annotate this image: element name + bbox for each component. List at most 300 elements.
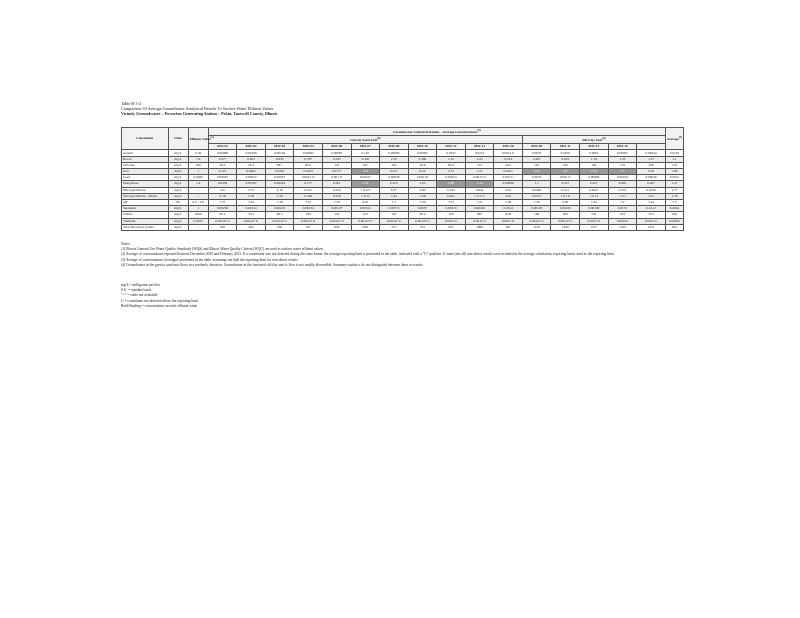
- value-cell: 0.0421: [494, 169, 523, 175]
- effluent-cell: --: [188, 193, 208, 199]
- value-cell: 24.9: [494, 193, 523, 199]
- value-cell: 0.0459: [208, 181, 237, 187]
- value-cell: 25.6: [494, 187, 523, 193]
- value-cell: 0.00227: [351, 175, 380, 181]
- units-cell: mg/L: [168, 187, 188, 193]
- value-cell: 0.0427: [580, 187, 609, 193]
- units-cell: mg/L: [168, 206, 188, 212]
- value-cell: 1317: [580, 224, 609, 230]
- value-cell: 0.00321: [351, 206, 380, 212]
- effluent-cell: 500: [188, 162, 208, 168]
- value-cell: 109: [437, 212, 466, 218]
- header-well: MW-14: [465, 144, 494, 150]
- value-cell: 0.0025: [522, 175, 551, 181]
- value-cell: 1.32: [437, 156, 466, 162]
- value-cell: 0.00164: [265, 150, 294, 156]
- value-cell: < 0.1: [608, 193, 637, 199]
- value-cell: 0.653: [237, 156, 266, 162]
- value-cell: 6.97: [351, 199, 380, 205]
- header-well: MW-04: [294, 144, 323, 150]
- document-title-block: [121, 101, 277, 117]
- value-cell: 7.21: [465, 199, 494, 205]
- value-cell: 1890: [465, 224, 494, 230]
- note-line: (2) Average of concentrations reported between December 2010 and February 2013. If a constituent was not detected during this time frame, the average reporting limit is presented in the table, indicated with a "U" qualifier. If some (not all) non-detect results were included in the average calculation, reporting limits used as the reporting limit.: [121, 252, 615, 257]
- value-cell: 7.3: [608, 169, 637, 175]
- value-cell: 0.00256: [208, 206, 237, 212]
- value-cell: 232: [551, 162, 580, 168]
- header-well: MW-13: [580, 144, 609, 150]
- value-cell: 540: [208, 224, 237, 230]
- units-cell: mg/L: [168, 162, 188, 168]
- value-cell: 3.22: [465, 156, 494, 162]
- value-cell: 0.167: [351, 150, 380, 156]
- results-table: [121, 127, 684, 231]
- value-cell: 0.0573: [522, 193, 551, 199]
- header-constituent: Constituent: [122, 128, 169, 150]
- note-line: (1) Illinois General Use Water Quality Standards (WQS) and Illinois Water Quality Criteria (WQC) are used as surface water effluent values.: [121, 247, 324, 252]
- value-cell: 0.00104: [608, 175, 637, 181]
- header-units: Units: [168, 128, 188, 150]
- units-cell: mg/L: [168, 156, 188, 162]
- value-cell: 0.201: [437, 193, 466, 199]
- value-cell: 0.560: [408, 156, 437, 162]
- value-cell: < 0.1 U: [551, 193, 580, 199]
- value-cell: < 0.127: [351, 187, 380, 193]
- value-cell: 2.19: [265, 187, 294, 193]
- constituent-cell: Selenium: [122, 206, 169, 212]
- legend-line: Bold/Shading = concentration exceeds effluent value: [121, 303, 198, 308]
- units-cell: mg/L: [168, 218, 188, 224]
- average-cell: 0.0012: [665, 175, 683, 181]
- value-cell: 167: [351, 162, 380, 168]
- average-cell: 7.2: [665, 199, 683, 205]
- value-cell: 208: [637, 162, 666, 168]
- effluent-cell: --: [188, 224, 208, 230]
- value-cell: 0.245: [322, 156, 351, 162]
- value-cell: 0.527: [380, 169, 409, 175]
- value-cell: 0.00116: [408, 175, 437, 181]
- value-cell: 0.00049: [380, 175, 409, 181]
- value-cell: 0.0013 U: [465, 175, 494, 181]
- header-well: MW-08: [380, 144, 409, 150]
- legend-block: [121, 283, 198, 309]
- value-cell: 0.58: [637, 169, 666, 175]
- value-cell: 0.00491: [465, 206, 494, 212]
- value-cell: 527: [380, 224, 409, 230]
- value-cell: 791: [294, 224, 323, 230]
- value-cell: 166: [522, 212, 551, 218]
- value-cell: 0.001 U: [494, 175, 523, 181]
- header-well: MW-06: [322, 144, 351, 150]
- value-cell: 0.89: [437, 181, 466, 187]
- value-cell: 0.0262: [237, 169, 266, 175]
- value-cell: < 0.12: [351, 193, 380, 199]
- value-cell: 0.00210: [437, 206, 466, 212]
- value-cell: 1.58: [265, 193, 294, 199]
- legend-line: S.U. = standard units: [121, 288, 152, 293]
- value-cell: 0.457: [580, 181, 609, 187]
- value-cell: 7.21: [437, 199, 466, 205]
- value-cell: 0.00109: [551, 206, 580, 212]
- value-cell: 7.33: [322, 199, 351, 205]
- value-cell: 0.237: [551, 181, 580, 187]
- value-cell: 0.00066: [580, 175, 609, 181]
- value-cell: 0.0035: [522, 150, 551, 156]
- constituent-cell: Chloride: [122, 162, 169, 168]
- constituent-cell: Sulfate: [122, 212, 169, 218]
- value-cell: 0.223: [380, 181, 409, 187]
- average-cell: 0.0165: [665, 150, 683, 156]
- value-cell: 0.00025: [208, 175, 237, 181]
- value-cell: 0.0015 U: [465, 218, 494, 224]
- value-cell: 3.0: [551, 169, 580, 175]
- value-cell: 85.4: [437, 162, 466, 168]
- value-cell: 0.0015 U: [580, 218, 609, 224]
- value-cell: 82.2: [208, 212, 237, 218]
- value-cell: 7.2: [608, 199, 637, 205]
- header-group: Groundwater Analytical Results - Average Concentrations$^{(2)}$: [208, 128, 665, 136]
- value-cell: 1.58: [408, 193, 437, 199]
- value-cell: 0.0112: [637, 206, 666, 212]
- value-cell: < 0.1: [637, 193, 666, 199]
- value-cell: 7.26: [522, 199, 551, 205]
- value-cell: 202: [380, 162, 409, 168]
- table-row: [122, 224, 684, 230]
- value-cell: 0.00027: [265, 175, 294, 181]
- value-cell: 0.00147 U: [208, 218, 237, 224]
- value-cell: 0.00147 U: [294, 218, 323, 224]
- value-cell: 1.21: [465, 169, 494, 175]
- value-cell: 0.137: [294, 181, 323, 187]
- value-cell: 2.34: [580, 169, 609, 175]
- value-cell: 0.0293: [294, 169, 323, 175]
- value-cell: 7.44: [580, 199, 609, 205]
- value-cell: 154: [322, 212, 351, 218]
- note-line: (4) Groundwater in the gravity sand unit flows in a northerly direction. Groundwater in the fractured silt/clay unit is flow is not readily discernible. Summary statistics do not distinguish between these two units.: [121, 262, 424, 267]
- value-cell: 0.521: [294, 187, 323, 193]
- value-cell: 232: [580, 212, 609, 218]
- value-cell: 0.00454: [437, 175, 466, 181]
- value-cell: 0.797: [294, 156, 323, 162]
- constituent-cell: Lead: [122, 175, 169, 181]
- value-cell: 0.184: [494, 156, 523, 162]
- value-cell: 0.00222: [608, 218, 637, 224]
- value-cell: 553: [408, 224, 437, 230]
- value-cell: 0.00096: [380, 150, 409, 156]
- value-cell: 7.21: [294, 199, 323, 205]
- average-cell: 1.86: [665, 169, 683, 175]
- value-cell: 0.0172: [608, 206, 637, 212]
- constituent-cell: pH: [122, 199, 169, 205]
- value-cell: 55.4: [237, 162, 266, 168]
- value-cell: 0.467: [637, 181, 666, 187]
- effluent-cell: 1: [188, 206, 208, 212]
- value-cell: 43.6: [408, 162, 437, 168]
- value-cell: 0.019: [551, 156, 580, 162]
- value-cell: 7.44: [237, 199, 266, 205]
- value-cell: 2.73: [237, 187, 266, 193]
- constituent-cell: Nitrogen/Nitrate: [122, 187, 169, 193]
- constituent-cell: Nitrogen/Nitrate - Nitrite: [122, 193, 169, 199]
- header-well: MW-03: [265, 144, 294, 150]
- constituent-cell: Manganese: [122, 181, 169, 187]
- value-cell: 0.558: [322, 193, 351, 199]
- value-cell: < 0.1 U: [465, 193, 494, 199]
- average-cell: 264: [665, 212, 683, 218]
- value-cell: 0.00147 U: [322, 218, 351, 224]
- units-cell: mg/L: [168, 193, 188, 199]
- units-cell: mg/L: [168, 212, 188, 218]
- value-cell: 255: [637, 212, 666, 218]
- header-well: MW-11: [551, 144, 580, 150]
- table-title: Comparison Of Average Groundwater Analytical Results To Surface Water Effluent Values: [121, 106, 274, 112]
- value-cell: 0.00109: [237, 150, 266, 156]
- average-cell: 1.78: [665, 193, 683, 199]
- value-cell: 0.00147 U: [522, 218, 551, 224]
- header-well: MW-02: [237, 144, 266, 150]
- value-cell: 1.1: [522, 181, 551, 187]
- average-cell: 0.0044: [665, 206, 683, 212]
- value-cell: 1.53: [608, 156, 637, 162]
- value-cell: 361: [494, 224, 523, 230]
- value-cell: 0.550: [322, 187, 351, 193]
- value-cell: 2.78: [208, 193, 237, 199]
- value-cell: 164: [294, 212, 323, 218]
- value-cell: 176: [608, 162, 637, 168]
- notes-heading: Notes:: [121, 242, 131, 246]
- value-cell: 0.00062: [294, 150, 323, 156]
- value-cell: 0.00154: [237, 206, 266, 212]
- average-cell: 1.1: [665, 156, 683, 162]
- constituent-cell: Boron: [122, 156, 169, 162]
- value-cell: 0.0015 U: [437, 218, 466, 224]
- value-cell: 0.00086: [208, 150, 237, 156]
- value-cell: 0.00103: [522, 206, 551, 212]
- effluent-cell: 7.6: [188, 156, 208, 162]
- value-cell: 1.27: [637, 156, 666, 162]
- value-cell: 2.82: [408, 187, 437, 193]
- value-cell: 0.00713: [380, 206, 409, 212]
- units-cell: mg/L: [168, 181, 188, 187]
- average-cell: 1.77: [665, 187, 683, 193]
- header-silt-clay: Silt/Clay Unit$^{(4)}$: [522, 136, 665, 144]
- value-cell: 0.0291: [265, 169, 294, 175]
- units-cell: mg/L: [168, 150, 188, 156]
- value-cell: 0.0061: [580, 150, 609, 156]
- value-cell: 0.0013 U: [294, 175, 323, 181]
- value-cell: 68.7: [265, 162, 294, 168]
- value-cell: 0.121: [551, 187, 580, 193]
- value-cell: 7.24: [380, 193, 409, 199]
- value-cell: 254: [608, 212, 637, 218]
- value-cell: 0.0014: [494, 206, 523, 212]
- value-cell: 2.78: [237, 193, 266, 199]
- header-average: Average$^{(3)}$: [665, 128, 683, 150]
- header-well: MW-01: [208, 144, 237, 150]
- table-subtitle: Vicinity Groundwater – Powerton Generating Station – Pekin, Tazewell County, Illinois: [121, 111, 278, 117]
- value-cell: 1050: [608, 224, 637, 230]
- value-cell: 0.00147 U: [551, 218, 580, 224]
- value-cell: 0.456: [351, 156, 380, 162]
- effluent-cell: 0.0037: [188, 218, 208, 224]
- average-cell: 1.47: [665, 181, 683, 187]
- value-cell: 7.39: [494, 199, 523, 205]
- value-cell: 0.00222: [265, 206, 294, 212]
- legend-line: U = constituent not detected above the reporting limit: [121, 298, 199, 303]
- value-cell: 7.36: [265, 199, 294, 205]
- legend-line: mg/L = milligrams per liter: [121, 283, 161, 287]
- effluent-cell: 1: [188, 169, 208, 175]
- units-cell: SU: [168, 199, 188, 205]
- header-well: MW-12: [437, 144, 466, 150]
- value-cell: 0.0015 U: [637, 218, 666, 224]
- value-cell: 1040: [551, 224, 580, 230]
- notes-block: [121, 242, 681, 268]
- value-cell: 161: [522, 162, 551, 168]
- value-cell: 0.0237: [437, 150, 466, 156]
- value-cell: 6.37: [380, 187, 409, 193]
- header-well: MW-10: [408, 144, 437, 150]
- value-cell: 0.00686: [494, 181, 523, 187]
- value-cell: 0.277: [208, 156, 237, 162]
- header-effluent: Effluent Value$^{(1)}$: [188, 128, 208, 150]
- value-cell: 63.8: [494, 212, 523, 218]
- average-cell: 0.00091: [665, 218, 683, 224]
- value-cell: 0.00147 U: [408, 218, 437, 224]
- value-cell: 0.0526: [637, 187, 666, 193]
- constituent-cell: Thallium: [122, 218, 169, 224]
- value-cell: 6.22: [408, 169, 437, 175]
- value-cell: 0.00032: [237, 175, 266, 181]
- value-cell: < 0.12: [580, 193, 609, 199]
- value-cell: 492: [237, 224, 266, 230]
- value-cell: 2.407: [522, 156, 551, 162]
- value-cell: 0.00067: [608, 150, 637, 156]
- value-cell: 0.121: [208, 169, 237, 175]
- value-cell: 7.1: [380, 199, 409, 205]
- value-cell: 10.4: [351, 169, 380, 175]
- value-cell: 1.40: [465, 181, 494, 187]
- value-cell: 0.00100: [580, 206, 609, 212]
- value-cell: 2.31: [437, 169, 466, 175]
- effluent-cell: 0.36: [188, 150, 208, 156]
- value-cell: 0.001 U: [551, 175, 580, 181]
- value-cell: 0.00147 U: [237, 218, 266, 224]
- value-cell: 0.193: [437, 187, 466, 193]
- note-line: (3) Average of concentrations (averages) presented in the table, assuming one-half the reporting limit for non-detect results.: [121, 257, 299, 262]
- effluent-cell: 1.4: [188, 181, 208, 187]
- value-cell: 687: [465, 212, 494, 218]
- value-cell: 0.00044: [637, 150, 666, 156]
- value-cell: 0.00087: [322, 150, 351, 156]
- effluent-cell: --: [188, 187, 208, 193]
- value-cell: 0.0771: [322, 169, 351, 175]
- value-cell: 413: [351, 212, 380, 218]
- value-cell: 1.18: [580, 156, 609, 162]
- value-cell: 0.001 U: [322, 175, 351, 181]
- value-cell: 0.0057: [408, 206, 437, 212]
- value-cell: 2.22: [522, 169, 551, 175]
- value-cell: 956: [322, 224, 351, 230]
- average-cell: 942: [665, 224, 683, 230]
- units-cell: mg/L: [168, 169, 188, 175]
- value-cell: 0.0015 U: [494, 218, 523, 224]
- value-cell: 0.00422: [265, 181, 294, 187]
- value-cell: 89.2: [294, 162, 323, 168]
- value-cell: 0.00046: [637, 175, 666, 181]
- value-cell: 7.24: [637, 199, 666, 205]
- value-cell: 1150: [522, 224, 551, 230]
- header-well: MW-16: [494, 144, 523, 150]
- constituent-cell: Arsenic: [122, 150, 169, 156]
- constituent-cell: Total Dissolved Solids: [122, 224, 169, 230]
- value-cell: 2.52: [380, 156, 409, 162]
- value-cell: 200: [551, 212, 580, 218]
- value-cell: 0.00147 U: [380, 218, 409, 224]
- header-well: MW-07: [351, 144, 380, 150]
- value-cell: 0.00234: [294, 206, 323, 212]
- value-cell: 0.0076: [551, 150, 580, 156]
- value-cell: 4.9: [208, 187, 237, 193]
- value-cell: 0.201: [322, 181, 351, 187]
- units-cell: mg/L: [168, 175, 188, 181]
- effluent-cell: 1600: [188, 212, 208, 218]
- value-cell: 7.31: [208, 199, 237, 205]
- average-cell: 119: [665, 162, 683, 168]
- value-cell: 0.00147 U: [265, 218, 294, 224]
- value-cell: 0.635: [265, 156, 294, 162]
- value-cell: 5.26: [351, 181, 380, 187]
- value-cell: 124: [322, 162, 351, 168]
- value-cell: 161: [465, 162, 494, 168]
- value-cell: 0.0214: [465, 150, 494, 156]
- units-cell: mg/L: [168, 224, 188, 230]
- value-cell: 0.0013 U: [494, 150, 523, 156]
- effluent-cell: 6.5 - 9.0: [188, 199, 208, 205]
- value-cell: 0.00187: [237, 181, 266, 187]
- value-cell: 44.2: [494, 162, 523, 168]
- value-cell: 7.09: [408, 199, 437, 205]
- constituent-cell: Iron: [122, 169, 169, 175]
- value-cell: 456: [265, 224, 294, 230]
- value-cell: 0.00127: [322, 206, 351, 212]
- value-cell: 0.00147 U: [351, 218, 380, 224]
- header-well: MW-15: [608, 144, 637, 150]
- value-cell: 621: [437, 224, 466, 230]
- header-well: MW-09: [522, 144, 551, 150]
- header-gravity-sand: Gravity Sand Unit$^{(4)}$: [208, 136, 522, 144]
- value-cell: 56.2: [208, 162, 237, 168]
- value-cell: 0.549: [294, 193, 323, 199]
- value-cell: 0.00081: [408, 150, 437, 156]
- value-cell: 1281: [351, 224, 380, 230]
- table-number: Table B-3-2: [121, 101, 142, 106]
- value-cell: 103: [380, 212, 409, 218]
- value-cell: 0.572: [608, 187, 637, 193]
- value-cell: 66.4: [408, 212, 437, 218]
- value-cell: 0.665: [608, 181, 637, 187]
- effluent-cell: 0.0465: [188, 175, 208, 181]
- value-cell: 1551: [637, 224, 666, 230]
- legend-line: "--" = value not available: [121, 293, 158, 298]
- value-cell: 79.1: [237, 212, 266, 218]
- value-cell: 96.3: [265, 212, 294, 218]
- value-cell: 6.92: [551, 199, 580, 205]
- value-cell: 194: [580, 162, 609, 168]
- value-cell: 0.0462: [522, 187, 551, 193]
- value-cell: 2.03: [408, 181, 437, 187]
- value-cell: 0.822: [465, 187, 494, 193]
